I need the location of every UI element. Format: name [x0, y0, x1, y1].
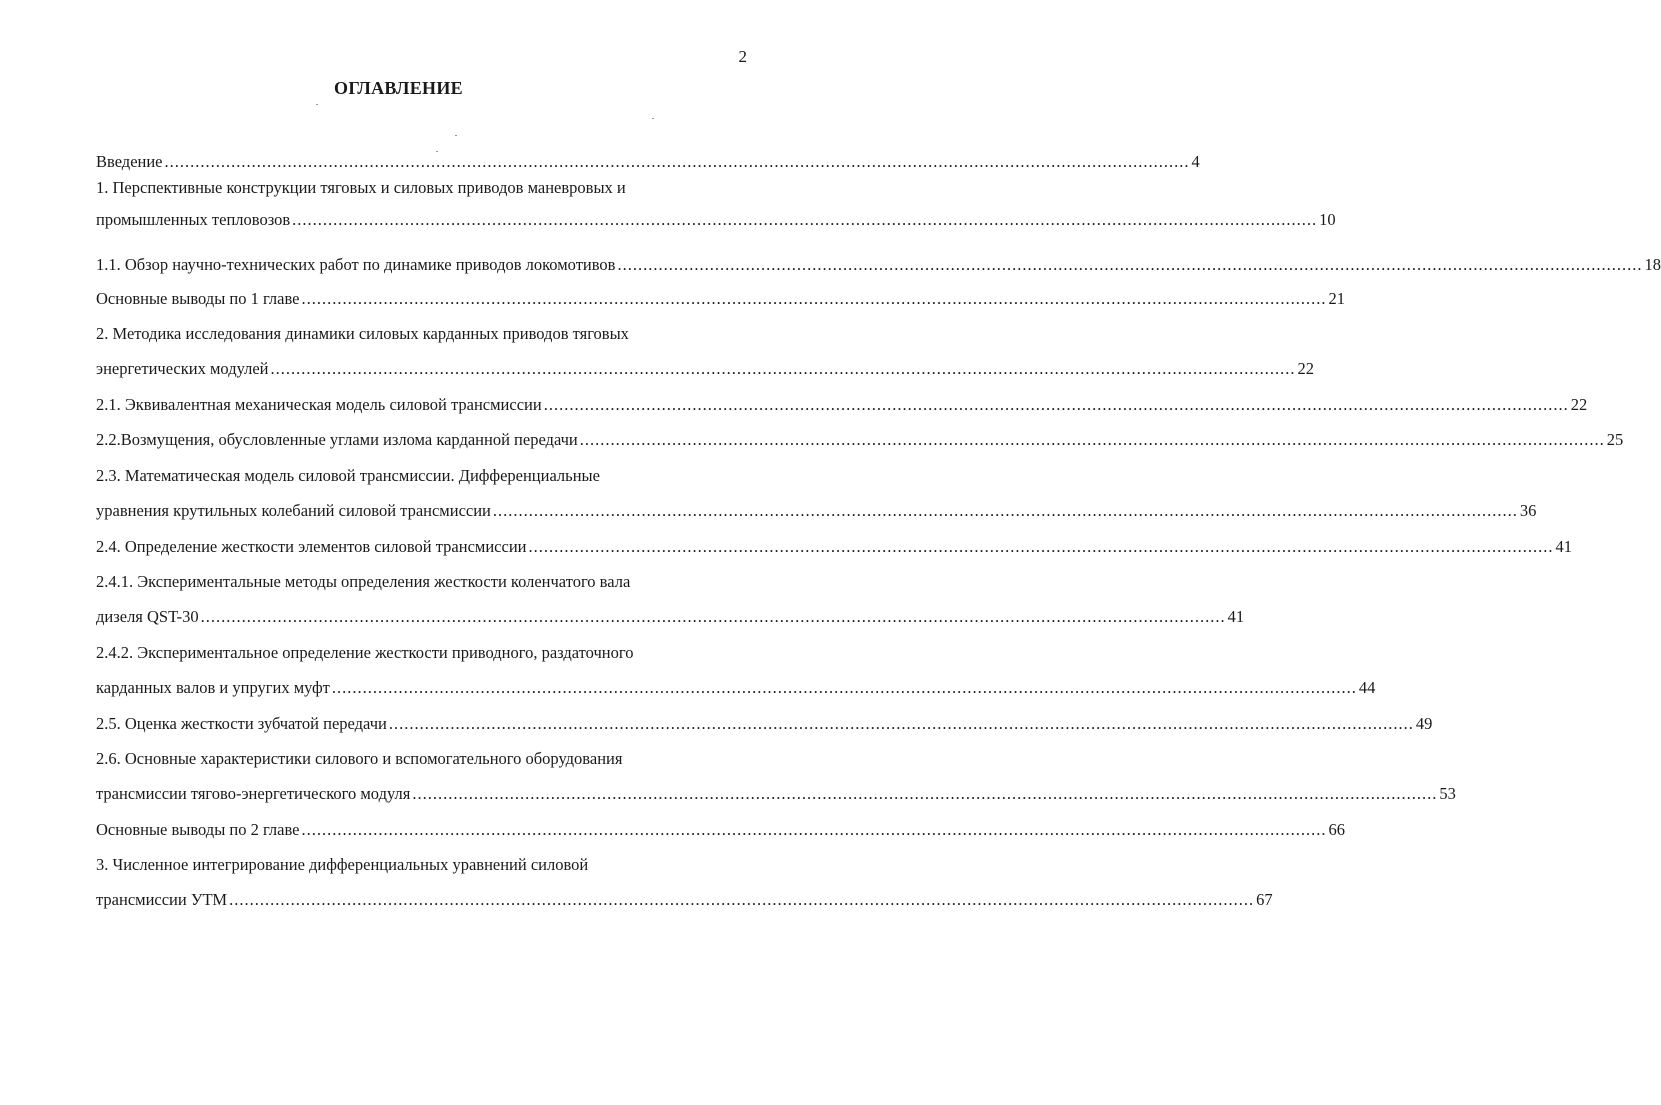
toc-entry-text: 2.4.1. Экспериментальные методы определения жесткости коленчатого вала	[96, 572, 631, 591]
toc-entry-text: 2. Методика исследования динамики силовых карданных приводов тяговых	[96, 324, 629, 343]
toc-entry-text: карданных валов и упругих муфт	[96, 678, 330, 697]
page-number: 2	[738, 47, 747, 66]
toc-entry-text: трансмиссии УТМ	[96, 890, 228, 909]
toc-page-number: 22	[1570, 395, 1588, 414]
toc-entry-continued	[96, 322, 742, 346]
scan-speck	[455, 135, 457, 136]
scan-speck	[652, 118, 654, 119]
toc-entry-continued	[96, 176, 742, 200]
toc-entry-continued	[96, 747, 742, 771]
toc-entry-continued	[96, 853, 742, 877]
toc-entry-text: 2.1. Эквивалентная механическая модель силовой трансмиссии	[96, 395, 542, 414]
toc-entry-text: Основные выводы по 2 главе	[96, 820, 300, 839]
toc-entry	[96, 676, 1376, 700]
toc-entry	[96, 888, 1273, 912]
toc-entry-text: 2.2.Возмущения, обусловленные углами излома карданной передачи	[96, 430, 578, 449]
toc-entry-text: 1. Перспективные конструкции тяговых и силовых приводов маневровых и	[96, 178, 626, 197]
toc-entry	[96, 818, 1345, 842]
toc-entry-text: 2.3. Математическая модель силовой трансмиссии. Дифференциальные	[96, 466, 600, 485]
toc-dot-leader: ........................................................................................................................................................................................................	[388, 714, 1414, 733]
toc-dot-leader: ........................................................................................................................................................................................................	[492, 501, 1518, 520]
toc-page-number: 67	[1256, 890, 1273, 909]
toc-entry	[96, 287, 1345, 311]
toc-dot-leader: ........................................................................................................................................................................................................	[270, 359, 1296, 378]
toc-entry-text: 2.5. Оценка жесткости зубчатой передачи	[96, 714, 387, 733]
toc-entry	[96, 782, 1456, 806]
toc-dot-leader: ........................................................................................................................................................................................................	[164, 152, 1190, 171]
toc-page-number: 21	[1328, 289, 1345, 308]
toc-entry-text: Введение	[96, 152, 163, 171]
toc-entry-text: Основные выводы по 1 главе	[96, 289, 300, 308]
toc-entry	[96, 712, 1433, 736]
toc-entry	[96, 605, 1245, 629]
toc-entry	[96, 499, 1537, 523]
toc-entry	[96, 535, 1572, 559]
toc-dot-leader: ........................................................................................................................................................................................................	[301, 820, 1327, 839]
toc-entry-text: 3. Численное интегрирование дифференциальных уравнений силовой	[96, 855, 589, 874]
toc-dot-leader: ........................................................................................................................................................................................................	[579, 430, 1605, 449]
toc-entry-text: промышленных тепловозов	[96, 210, 291, 229]
toc-entry	[96, 393, 1588, 417]
toc-entry	[96, 208, 1336, 232]
toc-page-number: 53	[1439, 784, 1456, 803]
toc-entry	[96, 253, 1661, 277]
toc-entry-text: энергетических модулей	[96, 359, 269, 378]
toc-entry-text: трансмиссии тягово-энергетического модуля	[96, 784, 411, 803]
toc-page-number: 4	[1191, 152, 1200, 171]
toc-dot-leader: ........................................................................................................................................................................................................	[617, 255, 1643, 274]
toc-dot-leader: ........................................................................................................................................................................................................	[229, 890, 1255, 909]
toc-entry-text: дизеля QST-30	[96, 607, 199, 626]
toc-page-number: 18	[1644, 255, 1661, 274]
toc-entry-continued	[96, 464, 742, 488]
toc-page-number: 66	[1328, 820, 1345, 839]
toc-page-number: 36	[1519, 501, 1537, 520]
toc-page-number: 41	[1555, 537, 1572, 556]
toc-page-number: 22	[1297, 359, 1315, 378]
toc-entry	[96, 357, 1315, 381]
toc-entry	[96, 428, 1624, 452]
toc-dot-leader: ........................................................................................................................................................................................................	[301, 289, 1327, 308]
toc-dot-leader: ........................................................................................................................................................................................................	[331, 678, 1357, 697]
toc-entry	[96, 150, 1200, 174]
toc-entry-text: 2.4. Определение жесткости элементов силовой трансмиссии	[96, 537, 527, 556]
toc-dot-leader: ........................................................................................................................................................................................................	[200, 607, 1226, 626]
toc-entry-text: уравнения крутильных колебаний силовой трансмиссии	[96, 501, 491, 520]
toc-page-number: 41	[1227, 607, 1245, 626]
toc-entry-text: 2.6. Основные характеристики силового и вспомогательного оборудования	[96, 749, 623, 768]
page-title: ОГЛАВЛЕНИЕ	[334, 78, 463, 98]
toc-page-number: 44	[1358, 678, 1376, 697]
toc-entry-continued	[96, 570, 742, 594]
toc-dot-leader: ........................................................................................................................................................................................................	[412, 784, 1438, 803]
toc-page-number: 10	[1319, 210, 1336, 229]
toc-page-number: 49	[1415, 714, 1433, 733]
toc-entry-continued	[96, 641, 742, 665]
toc-dot-leader: ........................................................................................................................................................................................................	[543, 395, 1569, 414]
scan-speck	[316, 104, 318, 105]
toc-entry-text: 1.1. Обзор научно-технических работ по динамике приводов локомотивов	[96, 255, 616, 274]
toc-dot-leader: ........................................................................................................................................................................................................	[528, 537, 1554, 556]
toc-dot-leader: ........................................................................................................................................................................................................	[292, 210, 1318, 229]
toc-page-number: 25	[1606, 430, 1624, 449]
toc-entry-text: 2.4.2. Экспериментальное определение жесткости приводного, раздаточного	[96, 643, 634, 662]
